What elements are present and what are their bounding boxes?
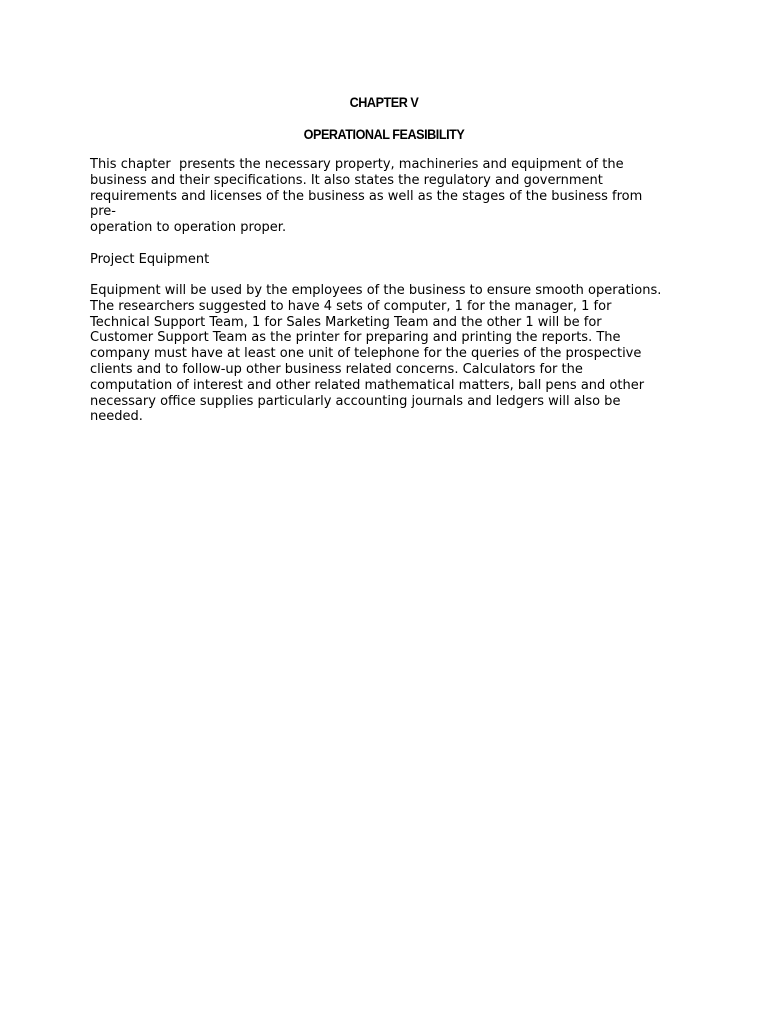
chapter-label: CHAPTER V bbox=[349, 94, 419, 110]
intro-line: requirements and licenses of the business as well as the stages of the business from bbox=[90, 188, 643, 204]
intro-line: operation to operation proper. bbox=[90, 220, 287, 236]
equipment-line: Equipment will be used by the employees of the business to ensure smooth operations. bbox=[90, 283, 662, 298]
equipment-line: needed. bbox=[90, 409, 143, 425]
section-heading: Project Equipment bbox=[90, 252, 210, 267]
intro-line: pre- bbox=[90, 204, 116, 220]
equipment-paragraph bbox=[90, 283, 690, 425]
chapter-title: OPERATIONAL FEASIBILITY bbox=[303, 126, 465, 142]
equipment-line: computation of interest and other related mathematical matters, ball pens and other bbox=[90, 377, 645, 393]
equipment-line: Customer Support Team as the printer for preparing and printing the reports. The bbox=[90, 330, 621, 346]
intro-line: business and their specifications. It also states the regulatory and government bbox=[90, 172, 603, 188]
equipment-line: The researchers suggested to have 4 sets of computer, 1 for the manager, 1 for bbox=[90, 298, 612, 314]
intro-paragraph bbox=[90, 157, 690, 236]
intro-line: This chapter presents the necessary property, machineries and equipment of the bbox=[90, 157, 624, 172]
equipment-line: company must have at least one unit of telephone for the queries of the prospective bbox=[90, 346, 642, 362]
equipment-line: Technical Support Team, 1 for Sales Marketing Team and the other 1 will be for bbox=[90, 314, 602, 330]
equipment-line: necessary office supplies particularly accounting journals and ledgers will also be bbox=[90, 393, 621, 409]
equipment-line: clients and to follow-up other business related concerns. Calculators for the bbox=[90, 361, 583, 377]
